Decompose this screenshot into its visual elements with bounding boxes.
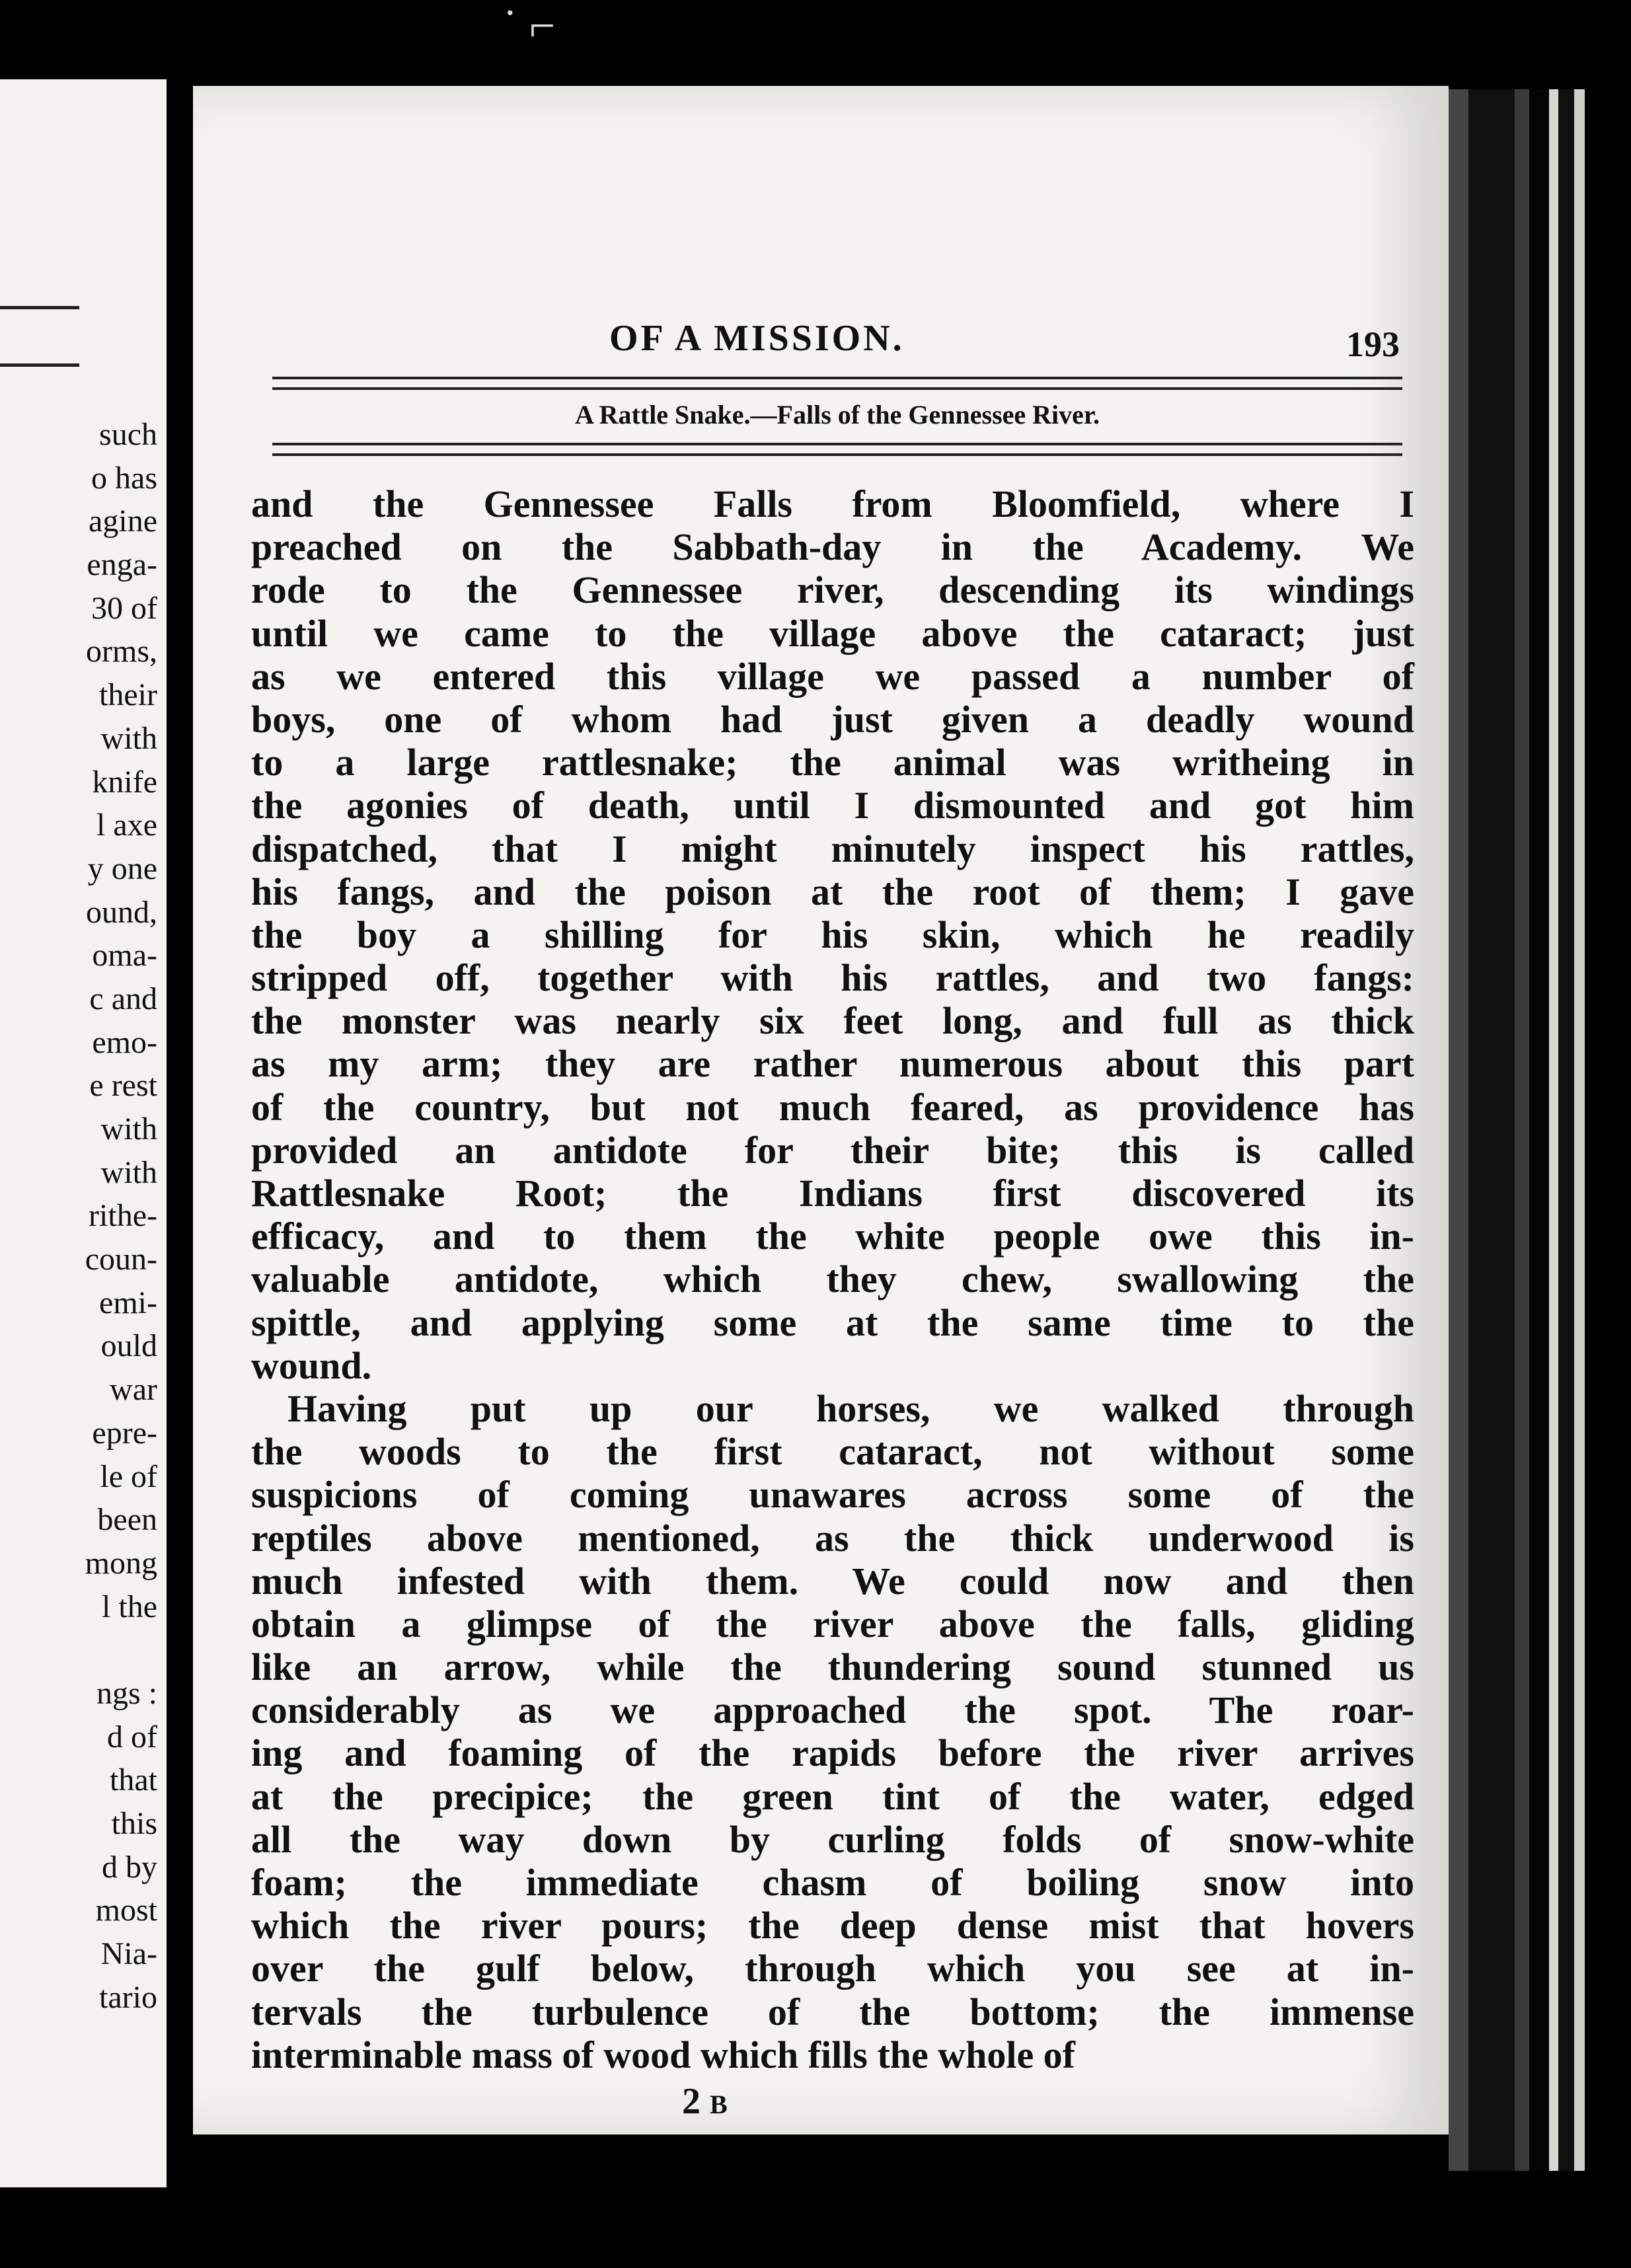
page-edge: [1574, 89, 1585, 2171]
facing-page-line: emi-: [99, 1285, 157, 1320]
facing-page-line: been: [97, 1502, 157, 1538]
facing-page-line: their: [99, 677, 157, 713]
body-line: provided an antidote for their bite; this is called: [251, 1128, 1414, 1172]
page-edge: [1468, 89, 1515, 2171]
facing-page-line: war: [110, 1372, 157, 1408]
facing-page-line: e rest: [89, 1068, 157, 1104]
facing-page-line: d of: [107, 1719, 157, 1755]
body-line: foam; the immediate chasm of boiling snow into: [251, 1861, 1414, 1904]
facing-page-line: with: [100, 1112, 157, 1147]
body-line: stripped off, together with his rattles, and two fangs:: [251, 956, 1414, 1000]
facing-page-rule: [0, 363, 79, 367]
body-line: reptiles above mentioned, as the thick underwood is: [251, 1516, 1414, 1560]
body-line: obtain a glimpse of the river above the falls, gliding: [251, 1602, 1414, 1645]
body-line: of the country, but not much feared, as providence has: [251, 1085, 1414, 1129]
facing-page-line: such: [99, 417, 157, 452]
body-line: wound.: [251, 1343, 372, 1387]
facing-page-rule: [0, 306, 79, 309]
book-page: [193, 86, 1449, 2135]
body-line: the monster was nearly six feet long, and full as thick: [251, 999, 1414, 1043]
body-line: over the gulf below, through which you see at in-: [251, 1947, 1414, 1990]
body-line: efficacy, and to them the white people owe this in-: [251, 1215, 1414, 1258]
body-line: all the way down by curling folds of snow-white: [251, 1817, 1414, 1861]
body-line: considerably as we approached the spot. The roar-: [251, 1688, 1414, 1732]
header-rule-bottom: [272, 443, 1402, 456]
body-line: Having put up our horses, we walked through: [287, 1386, 1414, 1430]
body-line: the agonies of death, until I dismounted and got him: [251, 784, 1414, 827]
facing-page-line: emo-: [92, 1024, 157, 1060]
signature-number: 2: [682, 2081, 701, 2122]
body-line: as we entered this village we passed a number of: [251, 654, 1414, 698]
body-line: the boy a shilling for his skin, which he readily: [251, 913, 1414, 956]
facing-page-line: tario: [99, 1979, 157, 2015]
body-line: Rattlesnake Root; the Indians first discovered its: [251, 1172, 1414, 1215]
signature-mark: [682, 2080, 728, 2123]
body-line: until we came to the village above the cataract; just: [251, 611, 1414, 655]
page-edge: [1529, 89, 1549, 2171]
body-line: much infested with them. We could now and then: [251, 1559, 1414, 1603]
running-head: OF A MISSION.: [609, 318, 905, 359]
body-line: as my arm; they are rather numerous about this part: [251, 1042, 1414, 1086]
facing-page-line: most: [95, 1893, 157, 1928]
signature-letter: B: [710, 2090, 728, 2119]
facing-page-line: with: [100, 1154, 157, 1190]
body-line: suspicions of coming unawares across some of the: [251, 1473, 1414, 1517]
facing-page-line: y one: [87, 850, 157, 886]
facing-page-line: rithe-: [89, 1198, 157, 1234]
body-line: at the precipice; the green tint of the water, edged: [251, 1774, 1414, 1818]
body-line: the woods to the first cataract, not without some: [251, 1430, 1414, 1474]
facing-page-line: this: [111, 1806, 157, 1841]
page-edge: [1515, 89, 1529, 2171]
facing-page-line: ould: [100, 1328, 157, 1364]
facing-page-line: le of: [100, 1458, 157, 1494]
facing-page: [0, 79, 167, 2187]
facing-page-line: agine: [89, 504, 157, 539]
facing-page-line: epre-: [92, 1415, 157, 1451]
facing-page-line: knife: [92, 764, 157, 800]
page-edges: [1449, 89, 1631, 2171]
body-line: dispatched, that I might minutely inspect his rattles,: [251, 827, 1414, 870]
body-line: like an arrow, while the thundering sound stunned us: [251, 1645, 1414, 1689]
facing-page-line: d by: [102, 1849, 157, 1885]
body-line: and the Gennessee Falls from Bloomfield, where I: [251, 482, 1414, 525]
page-edge: [1585, 89, 1631, 2171]
body-line: valuable antidote, which they chew, swallowing the: [251, 1258, 1414, 1301]
facing-page-line: l axe: [96, 808, 157, 843]
facing-page-line: [0, 1628, 157, 1672]
facing-page-line: Nia-: [100, 1936, 157, 1972]
facing-page-line: ngs :: [96, 1675, 157, 1711]
facing-page-line: o has: [91, 460, 157, 496]
facing-page-line: enga-: [87, 547, 157, 583]
facing-page-text: [0, 413, 157, 2019]
page-edge: [1549, 89, 1558, 2171]
facing-page-line: that: [110, 1762, 157, 1798]
body-line: rode to the Gennessee river, descending its windings: [251, 568, 1414, 612]
body-line: to a large rattlesnake; the animal was writheing in: [251, 741, 1414, 784]
facing-page-line: l the: [102, 1589, 157, 1624]
page-edge: [1558, 89, 1574, 2171]
scan-margin-marks: ˙ ⌐: [502, 1, 556, 52]
page-number: 193: [1346, 324, 1400, 364]
facing-page-line: coun-: [85, 1242, 157, 1277]
body-line: preached on the Sabbath-day in the Academy. We: [251, 525, 1414, 569]
page-edge: [1449, 89, 1468, 2171]
body-text: [251, 482, 1414, 2076]
body-line: boys, one of whom had just given a deadly wound: [251, 697, 1414, 741]
facing-page-line: with: [100, 720, 157, 756]
facing-page-line: mong: [85, 1545, 157, 1581]
facing-page-line: orms,: [86, 634, 157, 669]
body-line: ing and foaming of the rapids before the river arrives: [251, 1731, 1414, 1775]
facing-page-line: ound,: [86, 894, 157, 930]
body-line: interminable mass of wood which fills the whole of: [251, 2033, 1075, 2076]
header-rule-top: [272, 377, 1402, 390]
body-line: tervals the turbulence of the bottom; the immense: [251, 1990, 1414, 2033]
body-line: spittle, and applying some at the same time to the: [251, 1301, 1414, 1344]
facing-page-line: oma-: [92, 938, 157, 973]
section-subhead: A Rattle Snake.—Falls of the Gennessee River.: [574, 400, 1100, 430]
body-line: his fangs, and the poison at the root of them; I gave: [251, 870, 1414, 913]
facing-page-line: c and: [89, 981, 157, 1016]
facing-page-line: 30 of: [91, 590, 157, 626]
body-line: which the river pours; the deep dense mist that hovers: [251, 1904, 1414, 1947]
